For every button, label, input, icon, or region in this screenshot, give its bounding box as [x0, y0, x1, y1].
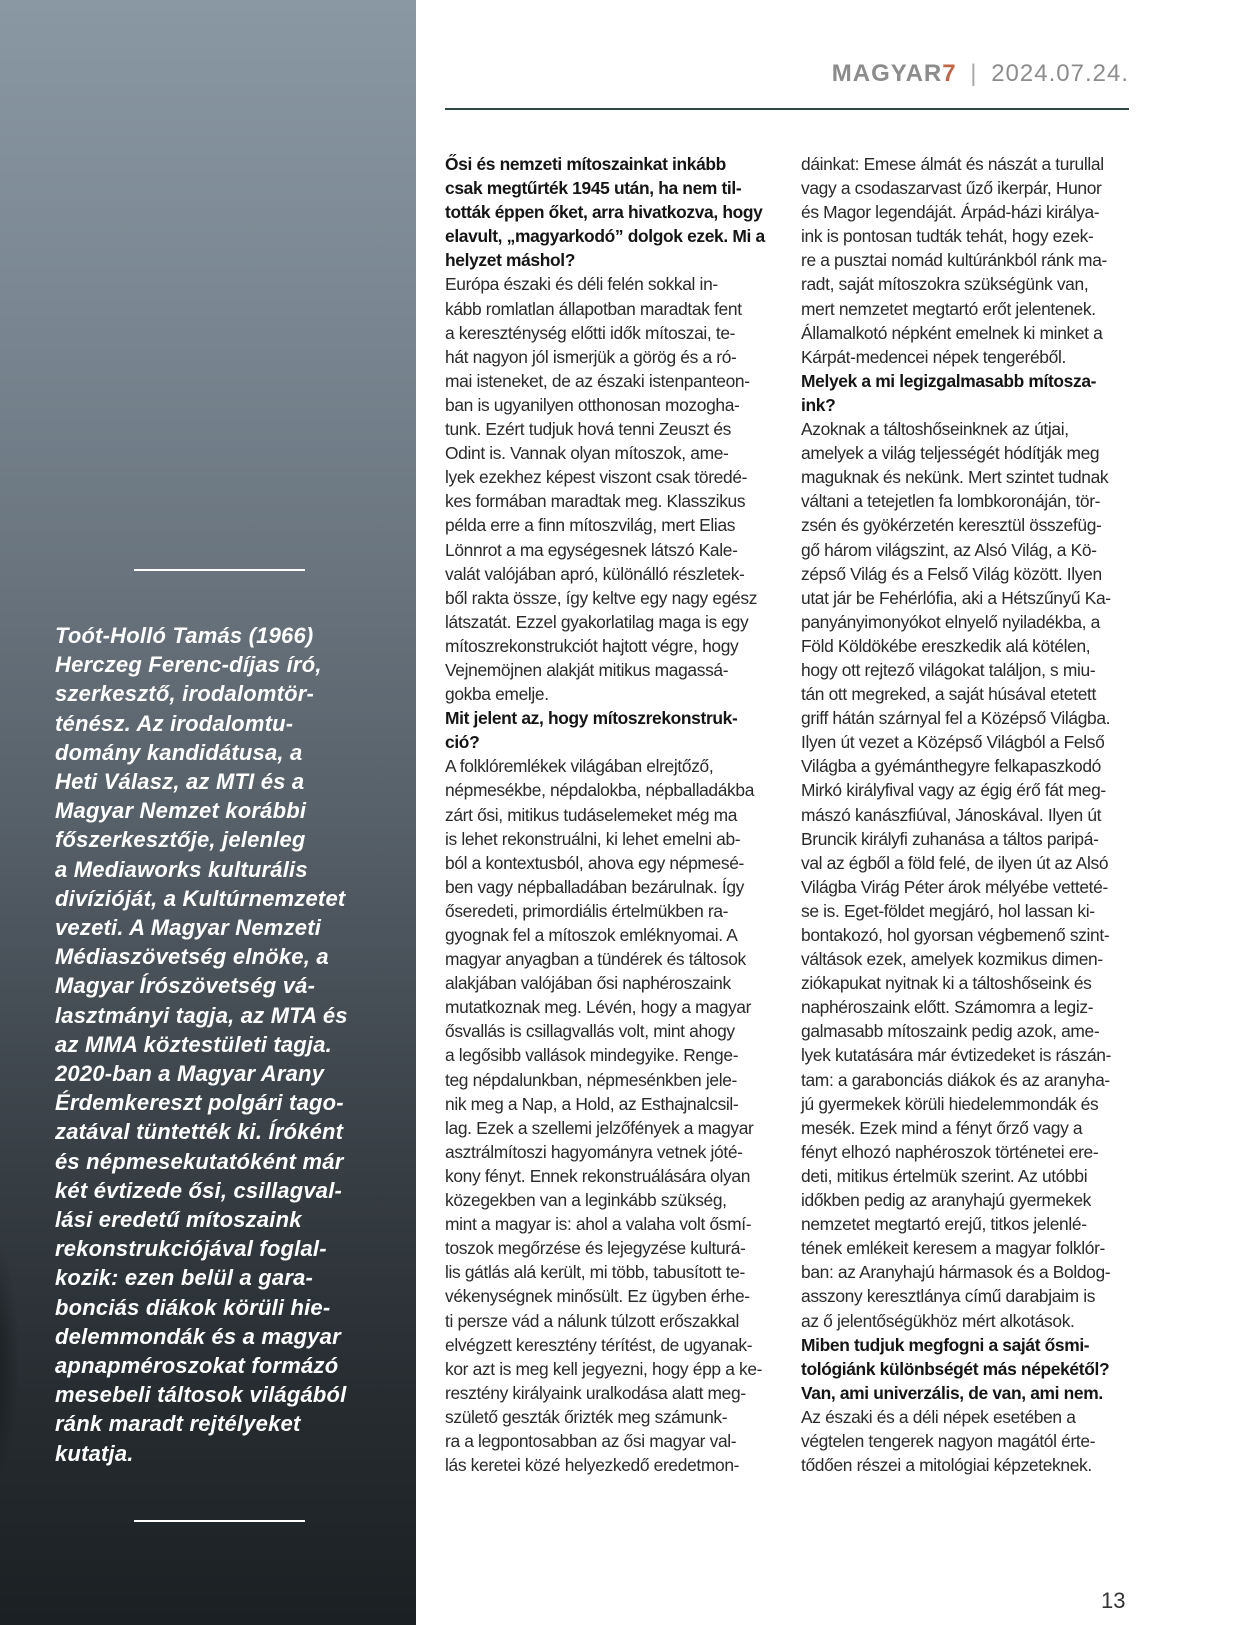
interview-question: Miben tudjuk megfogni a saját ősmi- tológiánk különbségét más népekétől? Van, ami univerzális, de van, ami nem.	[801, 1334, 1110, 1403]
author-bio: Toót-Holló Tamás (1966) Herczeg Ferenc-díjas író, szerkesztő, irodalomtör- ténész. Az irodalomtu- domány kandidátusa, a Heti Válasz, az MTI és a Magyar Nemzet korábbi főszerkesztője, jelenleg a Mediaworks kulturális divízióját, a Kultúrnemzetet vezeti. A Magyar Nemzeti Médiaszövetség elnöke, a Magyar Írószövetség vá- lasztmányi tagja, az MTA és az MMA köztestületi tagja. 2020-ban a Magyar Arany Érdemkereszt polgári tago- zatával tüntették ki. Íróként és népmesekutatóként már két évtizede ősi, csillagval- lási eredetű mítoszaink rekonstrukciójával foglal- kozik: ezen belül a gara- bonciás diákok körüli hie- delemmondák és a magyar apnapméroszokat formázó mesebeli táltosok világából ránk maradt rejtélyeket kutatja.	[55, 623, 348, 1466]
interview-answer: Az északi és a déli népek esetében a végtelen tengerek nagyon magától érte- tődően részei a mitológiai képzeteknek.	[801, 1406, 1096, 1476]
magazine-number: 7	[942, 60, 957, 87]
article-column-left	[445, 152, 773, 1477]
background-shadow	[0, 1230, 20, 1490]
page-number: 13	[1101, 1588, 1126, 1613]
interview-question: Mit jelent az, hogy mítoszrekonstruk- ció?	[445, 708, 738, 753]
article-column-right	[801, 152, 1129, 1477]
bio-sidebar	[0, 0, 416, 1625]
header-rule	[445, 108, 1129, 110]
interview-answer: dáinkat: Emese álmát és nászát a turullal vagy a csodaszarvast űző ikerpár, Hunor és Magor legendáját. Árpád-házi királya- ink is pontosan tudták tehát, hogy ezek- re a pusztai nomád kultúránkból ránk ma- radt, saját mítoszokra szükségünk van, mert nemzetet megtartó erőt jelentenek. Államalkotó népként emelnek ki minket a Kárpát-medencei népek tengeréből.	[801, 154, 1107, 367]
issue-date: 2024.07.24.	[991, 60, 1129, 87]
bio-top-rule	[134, 569, 305, 571]
bio-bottom-rule	[134, 1520, 305, 1522]
interview-answer: Európa északi és déli felén sokkal in- kább romlatlan állapotban maradtak fent a kereszténység előtti idők mítoszai, te- hát nagyon jól ismerjük a görög és a ró- mai isteneket, de az északi istenpanteon- ban is ugyanilyen otthonosan mozogha- tunk. Ezért tudjuk hová tenni Zeuszt és Odint is. Vannak olyan mítoszok, ame- lyek ezekhez képest viszont csak töredé- kes formában maradtak meg. Klasszikus példa erre a finn mítoszvilág, mert Elias Lönnrot a ma egységesnek látszó Kale- valát valójában apró, különálló részletek- ből rakta össze, így keltve egy nagy egész látszatát. Ezzel gyakorlatilag maga is egy mítoszrekonstrukciót hajtott végre, hogy Vejnemöjnen alakját mitikus magassá- gokba emelje.	[445, 274, 758, 705]
interview-question: Ősi és nemzeti mítoszainkat inkább csak megtűrték 1945 után, ha nem til- tották éppen őket, arra hivatkozva, hogy elavult, „magyarkodó” dolgok ezek. Mi a helyzet máshol?	[445, 154, 765, 271]
interview-answer: Azoknak a táltoshőseinknek az útjai, amelyek a világ teljességét hódítják meg maguknak és nekünk. Mert szintet tudnak váltani a tetejetlen fa lombkoronáján, tör- zsén és gyökérzetén keresztül összefüg- gő három világszint, az Alsó Világ, a Kö- zépső Világ és a Felső Világ között. Ilyen utat jár be Fehérlófia, aki a Hétszűnyű Ka- panyányimonyókot elnyelő nyiladékba, a Föld Köldökébe ereszkedik alá kötélen, hogy ott rejtező világokat találjon, s miu- tán ott megreked, a saját húsával etetett griff hátán szárnyal fel a Középső Világba. Ilyen út vezet a Középső Világból a Felső Világba a gyémánthegyre felkapaszkodó Mirkó királyfival vagy az égig érő fát meg- mászó kanászfiúval, Jánoskával. Ilyen út Bruncik királyfi zuhanása a táltos paripá- val az égből a föld felé, de ilyen út az Alsó Világba Virág Péter árok mélyébe vetteté- se is. Eget-földet megjáró, hol lassan ki- bontakozó, hol gyorsan végbemenő szint- váltások ezek, amelyek kozmikus dimen- ziókapukat nyitnak ki a táltoshőseink és naphéroszaink előtt. Számomra a legiz- galmasabb mítoszaink pedig azok, ame- lyek kutatására már évtizedeket is rászán- tam: a garabonciás diákok és az aranyha- jú gyermekek körüli hiedelemmondák és mesék. Ezek mind a fényt őrző vagy a fényt elhozó naphéroszok történetei ere- deti, mitikus értelmük szerint. Az utóbbi időkben pedig az aranyhajú gyermekek nemzetet megtartó erejű, titkos jelenlé- tének emlékeit keresem a magyar folklór- ban: az Aranyhajú hármasok és a Boldog- asszony keresztlánya című darabjaim is az ő jelentőségükhöz mért alkotások.	[801, 419, 1112, 1331]
interview-question: Melyek a mi legizgalmasabb mítosza- ink?	[801, 370, 1097, 415]
interview-answer: A folklóremlékek világában elrejtőző, népmesékbe, népdalokba, népballadákba zárt ősi, mitikus tudáselemeket még ma is lehet rekonstruálni, ki lehet emelni ab- ból a kontextusból, ahova egy népmesé- ben vagy népballadában bezárulnak. Így őseredeti, primordiális értelmükben ra- gyognak fel a mítoszok emléknyomai. A magyar anyagban a tündérek és táltosok alakjában valójában ősi naphéroszaink mutatkoznak meg. Lévén, hogy a magyar ősvallás is csillagvallás volt, mint ahogy a legősibb vallások mindegyike. Renge- teg népdalunkban, népmesénkben jele- nik meg a Nap, a Hold, az Esthajnalcsil- lag. Ezek a szellemi jelzőfények a magyar asztrálmítoszi hagyományra vetnek jóté- kony fényt. Ennek rekonstruálására olyan közegekben van a leginkább szükség, mint a magyar is: ahol a valaha volt ősmí- toszok megőrzése és lejegyzése kulturá- lis gátlás alá került, mi több, tabusított te- vékenységnek minősült. Ez ügyben érhe- ti persze vád a nálunk túlzott erőszakkal elvégzett keresztény térítést, de ugyanak- kor azt is meg kell jegyezni, hogy épp a ke- resztény királyaink uralkodása alatt meg- születő geszták őrizték meg számunk- ra a legpontosabban az ősi magyar val- lás keretei közé helyezkedő eredetmon-	[445, 756, 763, 1476]
page-header	[832, 60, 1129, 88]
header-separator: |	[970, 60, 978, 87]
magazine-name: MAGYAR	[831, 60, 943, 87]
